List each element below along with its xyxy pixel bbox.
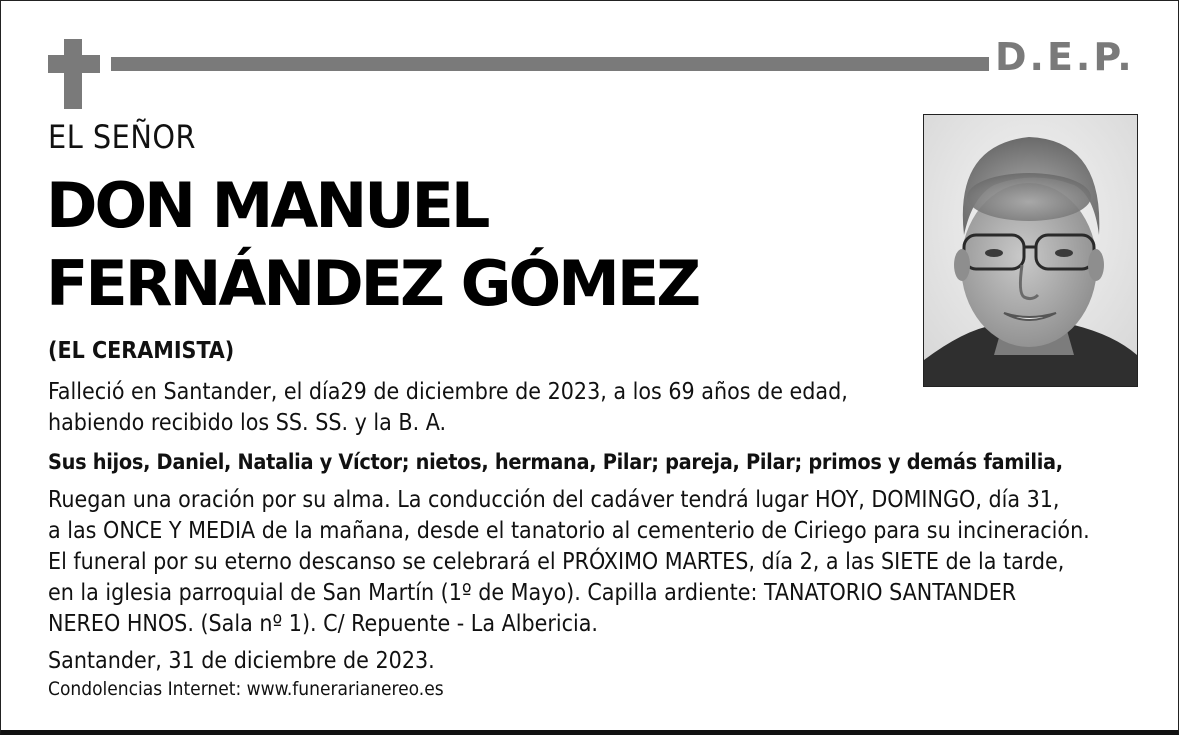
service-line: NEREO HNOS. (Sala nº 1). C/ Repuente - La Albericia.: [48, 611, 598, 637]
nickname: (EL CERAMISTA): [48, 338, 235, 364]
name-line-1: DON MANUEL: [46, 169, 488, 242]
dep-label: D.E.P.: [995, 35, 1135, 79]
service-line: a las ONCE Y MEDIA de la mañana, desde el tanatorio al cementerio de Ciriego para su incineración.: [48, 518, 1090, 544]
name-line-2: FERNÁNDEZ GÓMEZ: [46, 247, 699, 320]
family-line: Sus hijos, Daniel, Natalia y Víctor; nietos, hermana, Pilar; pareja, Pilar; primos y demás familia,: [48, 450, 1063, 475]
deceased-name: [46, 167, 698, 323]
portrait-illustration: [924, 115, 1137, 386]
place-date: Santander, 31 de diciembre de 2023.: [48, 648, 435, 674]
salutation: EL SEÑOR: [48, 118, 197, 156]
service-line: El funeral por su eterno descanso se celebrará el PRÓXIMO MARTES, día 2, a las SIETE de la tarde,: [48, 549, 1065, 575]
death-line-2: habiendo recibido los SS. SS. y la B. A.: [48, 410, 447, 436]
death-notice: [48, 377, 848, 439]
condolences-line: Condolencias Internet: www.funerarianereo.es: [48, 678, 444, 700]
portrait-photo: [923, 114, 1138, 387]
death-line-1: Falleció en Santander, el día29 de diciembre de 2023, a los 69 años de edad,: [48, 379, 848, 405]
service-line: Ruegan una oración por su alma. La conducción del cadáver tendrá lugar HOY, DOMINGO, día 31,: [48, 487, 1060, 513]
header-rule: [111, 57, 989, 71]
service-line: en la iglesia parroquial de San Martín (1º de Mayo). Capilla ardiente: TANATORIO SANTANDER: [48, 580, 1017, 606]
service-details: [48, 485, 1090, 640]
